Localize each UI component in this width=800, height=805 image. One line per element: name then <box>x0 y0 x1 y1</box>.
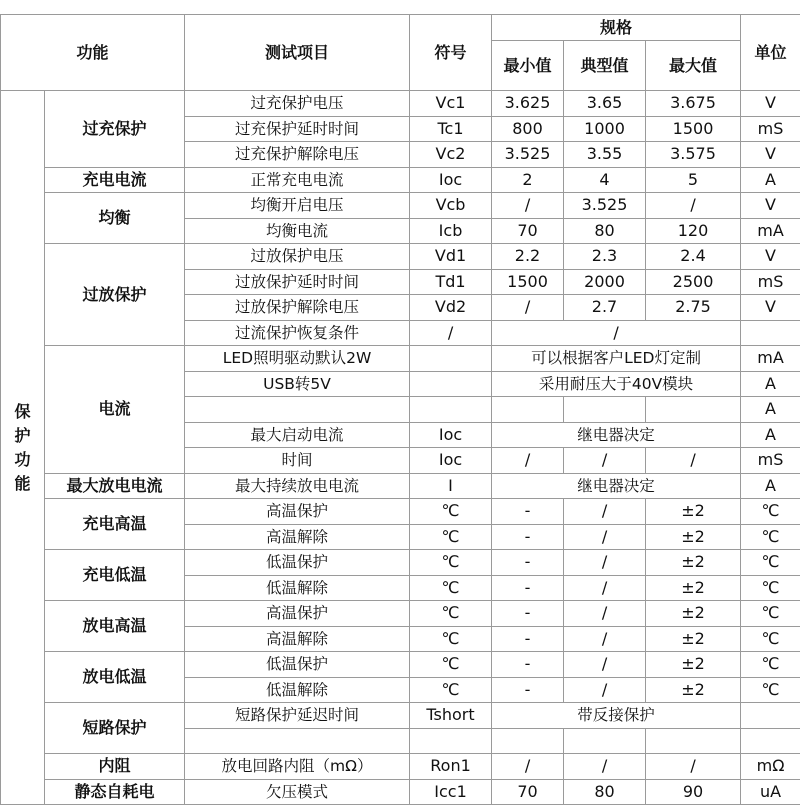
min-cell: 800 <box>492 116 564 142</box>
category-cell: 充电低温 <box>45 550 185 601</box>
test-item-cell: 低温保护 <box>185 550 410 576</box>
section-label <box>1 91 45 805</box>
max-cell: ±2 <box>646 601 741 627</box>
max-cell: 2.4 <box>646 244 741 270</box>
typ-cell: 80 <box>564 218 646 244</box>
max-cell: ±2 <box>646 550 741 576</box>
header-max: 最大值 <box>646 41 741 91</box>
max-cell: 2500 <box>646 269 741 295</box>
unit-cell <box>741 703 800 729</box>
table-row <box>1 91 800 117</box>
category-cell: 过充保护 <box>45 91 185 168</box>
typ-cell <box>564 397 646 423</box>
max-cell: 120 <box>646 218 741 244</box>
max-cell: ±2 <box>646 575 741 601</box>
max-cell: ±2 <box>646 524 741 550</box>
table-row <box>1 167 800 193</box>
symbol-cell: Vd2 <box>410 295 492 321</box>
test-item-cell: 最大持续放电电流 <box>185 473 410 499</box>
category-cell: 内阻 <box>45 754 185 780</box>
min-cell: / <box>492 448 564 474</box>
category-cell: 均衡 <box>45 193 185 244</box>
typ-cell: / <box>564 652 646 678</box>
test-item-cell: 短路保护延迟时间 <box>185 703 410 729</box>
symbol-cell: Tshort <box>410 703 492 729</box>
test-item-cell: 低温解除 <box>185 575 410 601</box>
max-cell: ±2 <box>646 626 741 652</box>
symbol-cell <box>410 397 492 423</box>
header-spec: 规格 <box>492 15 741 41</box>
max-cell: ±2 <box>646 652 741 678</box>
min-cell: - <box>492 524 564 550</box>
test-item-cell: 正常充电电流 <box>185 167 410 193</box>
test-item-cell: USB转5V <box>185 371 410 397</box>
min-cell: 70 <box>492 218 564 244</box>
test-item-cell: 均衡开启电压 <box>185 193 410 219</box>
test-item-cell: 过流保护恢复条件 <box>185 320 410 346</box>
min-cell: - <box>492 550 564 576</box>
category-cell: 充电高温 <box>45 499 185 550</box>
unit-cell: V <box>741 91 800 117</box>
category-cell: 放电高温 <box>45 601 185 652</box>
table-row <box>1 473 800 499</box>
max-cell: / <box>646 193 741 219</box>
typ-cell: 80 <box>564 779 646 805</box>
test-item-cell <box>185 397 410 423</box>
symbol-cell: ℃ <box>410 652 492 678</box>
max-cell: 1500 <box>646 116 741 142</box>
category-cell: 短路保护 <box>45 703 185 754</box>
unit-cell <box>741 728 800 754</box>
table-row <box>1 652 800 678</box>
test-item-cell: 高温保护 <box>185 499 410 525</box>
table-row <box>1 193 800 219</box>
unit-cell: ℃ <box>741 626 800 652</box>
max-cell: 3.575 <box>646 142 741 168</box>
header-typ: 典型值 <box>564 41 646 91</box>
unit-cell: V <box>741 142 800 168</box>
unit-cell: ℃ <box>741 677 800 703</box>
test-item-cell: 过放保护解除电压 <box>185 295 410 321</box>
test-item-cell <box>185 728 410 754</box>
min-cell: 1500 <box>492 269 564 295</box>
min-cell: 2.2 <box>492 244 564 270</box>
typ-cell: 2.3 <box>564 244 646 270</box>
typ-cell: / <box>564 575 646 601</box>
symbol-cell: Ioc <box>410 448 492 474</box>
table-row <box>1 550 800 576</box>
unit-cell: mA <box>741 346 800 372</box>
min-cell: / <box>492 193 564 219</box>
test-item-cell: 过充保护电压 <box>185 91 410 117</box>
unit-cell: A <box>741 167 800 193</box>
min-cell: / <box>492 295 564 321</box>
symbol-cell: ℃ <box>410 575 492 601</box>
max-cell: 90 <box>646 779 741 805</box>
spec-span-cell: 带反接保护 <box>492 703 741 729</box>
typ-cell: / <box>564 754 646 780</box>
spec-span-cell: 继电器决定 <box>492 473 741 499</box>
test-item-cell: 过充保护解除电压 <box>185 142 410 168</box>
min-cell: 3.525 <box>492 142 564 168</box>
max-cell: / <box>646 754 741 780</box>
spec-span-cell: 采用耐压大于40V模块 <box>492 371 741 397</box>
unit-cell: uA <box>741 779 800 805</box>
max-cell: 2.75 <box>646 295 741 321</box>
min-cell: - <box>492 601 564 627</box>
symbol-cell: Vc2 <box>410 142 492 168</box>
unit-cell: mS <box>741 448 800 474</box>
symbol-cell: ℃ <box>410 626 492 652</box>
typ-cell: 3.65 <box>564 91 646 117</box>
symbol-cell: Vcb <box>410 193 492 219</box>
test-item-cell: 均衡电流 <box>185 218 410 244</box>
table-row <box>1 346 800 372</box>
unit-cell: A <box>741 371 800 397</box>
typ-cell <box>564 728 646 754</box>
max-cell: ±2 <box>646 499 741 525</box>
unit-cell: mΩ <box>741 754 800 780</box>
max-cell: 5 <box>646 167 741 193</box>
unit-cell: ℃ <box>741 652 800 678</box>
test-item-cell: 放电回路内阻（mΩ） <box>185 754 410 780</box>
symbol-cell <box>410 371 492 397</box>
test-item-cell: 高温解除 <box>185 524 410 550</box>
typ-cell: / <box>564 448 646 474</box>
table-row <box>1 601 800 627</box>
category-cell: 电流 <box>45 346 185 474</box>
typ-cell: 3.55 <box>564 142 646 168</box>
header-test-item: 测试项目 <box>185 15 410 91</box>
spec-span-cell: / <box>492 320 741 346</box>
header-function: 功能 <box>1 15 185 91</box>
test-item-cell: 高温保护 <box>185 601 410 627</box>
max-cell <box>646 728 741 754</box>
unit-cell: A <box>741 422 800 448</box>
test-item-cell: 欠压模式 <box>185 779 410 805</box>
unit-cell: mS <box>741 269 800 295</box>
unit-cell: ℃ <box>741 524 800 550</box>
min-cell: / <box>492 754 564 780</box>
test-item-cell: 过充保护延时时间 <box>185 116 410 142</box>
test-item-cell: 低温保护 <box>185 652 410 678</box>
test-item-cell: 时间 <box>185 448 410 474</box>
test-item-cell: 最大启动电流 <box>185 422 410 448</box>
unit-cell: V <box>741 193 800 219</box>
spec-table <box>0 14 800 805</box>
max-cell: / <box>646 448 741 474</box>
unit-cell <box>741 320 800 346</box>
table-row <box>1 244 800 270</box>
symbol-cell: ℃ <box>410 499 492 525</box>
min-cell: 70 <box>492 779 564 805</box>
symbol-cell: Td1 <box>410 269 492 295</box>
symbol-cell: ℃ <box>410 550 492 576</box>
symbol-cell: Ioc <box>410 167 492 193</box>
typ-cell: 2000 <box>564 269 646 295</box>
symbol-cell: ℃ <box>410 677 492 703</box>
table-row <box>1 779 800 805</box>
typ-cell: 1000 <box>564 116 646 142</box>
symbol-cell: ℃ <box>410 524 492 550</box>
test-item-cell: 高温解除 <box>185 626 410 652</box>
min-cell <box>492 728 564 754</box>
header-symbol: 符号 <box>410 15 492 91</box>
unit-cell: ℃ <box>741 550 800 576</box>
min-cell: - <box>492 652 564 678</box>
min-cell: - <box>492 677 564 703</box>
min-cell: - <box>492 499 564 525</box>
spec-span-cell: 继电器决定 <box>492 422 741 448</box>
typ-cell: / <box>564 626 646 652</box>
unit-cell: mA <box>741 218 800 244</box>
test-item-cell: 过放保护电压 <box>185 244 410 270</box>
header-min: 最小值 <box>492 41 564 91</box>
title-strip <box>0 0 800 14</box>
typ-cell: / <box>564 550 646 576</box>
symbol-cell: Vd1 <box>410 244 492 270</box>
typ-cell: / <box>564 499 646 525</box>
unit-cell: A <box>741 473 800 499</box>
typ-cell: 2.7 <box>564 295 646 321</box>
max-cell: ±2 <box>646 677 741 703</box>
test-item-cell: LED照明驱动默认2W <box>185 346 410 372</box>
unit-cell: V <box>741 244 800 270</box>
min-cell: 2 <box>492 167 564 193</box>
unit-cell: mS <box>741 116 800 142</box>
symbol-cell: Icb <box>410 218 492 244</box>
category-cell: 静态自耗电 <box>45 779 185 805</box>
table-row <box>1 499 800 525</box>
symbol-cell: / <box>410 320 492 346</box>
typ-cell: 3.525 <box>564 193 646 219</box>
category-cell: 过放保护 <box>45 244 185 346</box>
category-cell: 充电电流 <box>45 167 185 193</box>
typ-cell: / <box>564 601 646 627</box>
symbol-cell: Vc1 <box>410 91 492 117</box>
max-cell <box>646 397 741 423</box>
unit-cell: ℃ <box>741 499 800 525</box>
header-unit: 单位 <box>741 15 800 91</box>
min-cell: - <box>492 626 564 652</box>
symbol-cell: I <box>410 473 492 499</box>
unit-cell: A <box>741 397 800 423</box>
spec-span-cell: 可以根据客户LED灯定制 <box>492 346 741 372</box>
symbol-cell: Tc1 <box>410 116 492 142</box>
typ-cell: / <box>564 677 646 703</box>
symbol-cell <box>410 346 492 372</box>
typ-cell: 4 <box>564 167 646 193</box>
symbol-cell: Icc1 <box>410 779 492 805</box>
min-cell <box>492 397 564 423</box>
category-cell: 最大放电电流 <box>45 473 185 499</box>
symbol-cell: ℃ <box>410 601 492 627</box>
min-cell: - <box>492 575 564 601</box>
symbol-cell: Ron1 <box>410 754 492 780</box>
category-cell: 放电低温 <box>45 652 185 703</box>
unit-cell: V <box>741 295 800 321</box>
symbol-cell <box>410 728 492 754</box>
symbol-cell: Ioc <box>410 422 492 448</box>
unit-cell: ℃ <box>741 601 800 627</box>
unit-cell: ℃ <box>741 575 800 601</box>
test-item-cell: 低温解除 <box>185 677 410 703</box>
table-row <box>1 754 800 780</box>
typ-cell: / <box>564 524 646 550</box>
test-item-cell: 过放保护延时时间 <box>185 269 410 295</box>
min-cell: 3.625 <box>492 91 564 117</box>
max-cell: 3.675 <box>646 91 741 117</box>
table-row <box>1 703 800 729</box>
section-label-text: 保 护 功 能 <box>14 402 30 493</box>
